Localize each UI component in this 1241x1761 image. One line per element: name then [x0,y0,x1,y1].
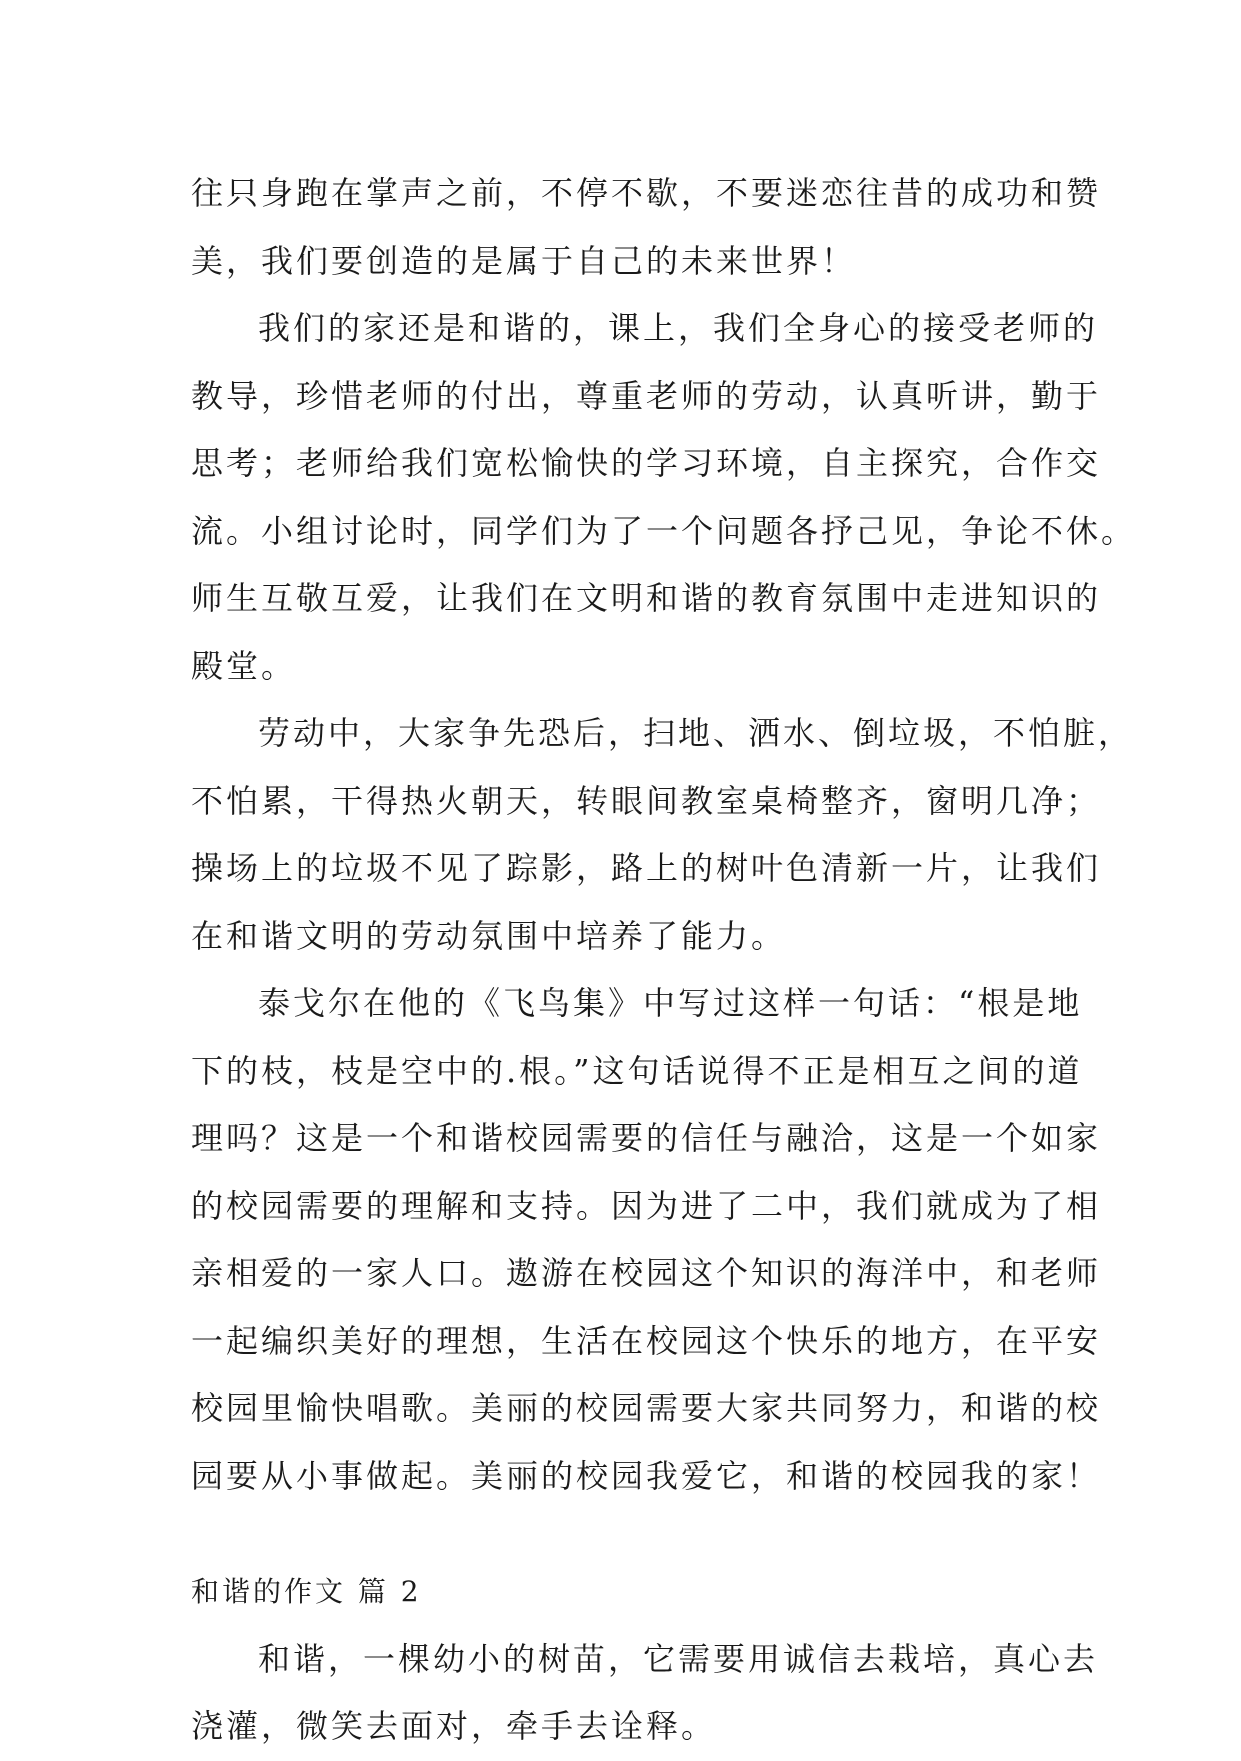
document-body [191,160,1137,1761]
text-line: 思考；老师给我们宽松愉快的学习环境，自主探究，合作交 [191,444,1102,482]
text-line: 亲相爱的一家人口。遨游在校园这个知识的海洋中，和老师 [191,1254,1102,1292]
text-line: 校园里愉快唱歌。美丽的校园需要大家共同努力，和谐的校 [191,1389,1102,1427]
text-line: 不怕累，干得热火朝天，转眼间教室桌椅整齐，窗明几净； [191,781,1102,820]
text-line: 园要从小事做起。美丽的校园我爱它，和谐的校园我的家！ [191,1456,1102,1495]
text-line: 往只身跑在掌声之前，不停不歇，不要迷恋往昔的成功和赞 [191,174,1102,212]
text-line: 劳动中，大家争先恐后，扫地、洒水、倒垃圾，不怕脏， [258,714,1134,752]
text-line: 泰戈尔在他的《飞鸟集》中写过这样一句话：“根是地 [258,984,1083,1022]
paragraph-harmony-seedling [191,1626,1099,1761]
text-line: 浇灌，微笑去面对，牵手去诠释。 [191,1707,717,1745]
text-line: 一起编织美好的理想，生活在校园这个快乐的地方，在平安 [191,1321,1102,1360]
text-line: 教导，珍惜老师的付出，尊重老师的劳动，认真听讲，勤于 [191,376,1102,415]
paragraph-continuation [191,160,1102,295]
paragraph-labor [191,700,1134,970]
section-spacer [191,1510,1061,1558]
text-line: 理吗？这是一个和谐校园需要的信任与融洽，这是一个如家 [191,1119,1102,1157]
paragraph-tagore [191,970,1102,1510]
text-line: 下的枝，枝是空中的.根。”这句话说得不正是相互之间的道 [191,1051,1083,1090]
text-line: 和谐，一棵幼小的树苗，它需要用诚信去栽培，真心去 [258,1639,1099,1678]
text-line: 殿堂。 [191,646,297,685]
text-line: 在和谐文明的劳动氛围中培养了能力。 [191,916,787,955]
section-heading: 和谐的作文 篇 2 [191,1575,422,1608]
text-line: 的校园需要的理解和支持。因为进了二中，我们就成为了相 [191,1186,1102,1225]
text-line: 美，我们要创造的是属于自己的未来世界！ [191,241,857,280]
text-line: 我们的家还是和谐的，课上，我们全身心的接受老师的 [258,309,1099,347]
text-line: 师生互敬互爱，让我们在文明和谐的教育氛围中走进知识的 [191,579,1102,617]
text-line: 操场上的垃圾不见了踪影，路上的树叶色清新一片，让我们 [191,849,1102,887]
paragraph-classroom [191,295,1137,700]
text-line: 流。小组讨论时，同学们为了一个问题各抒己见，争论不休。 [191,511,1137,550]
